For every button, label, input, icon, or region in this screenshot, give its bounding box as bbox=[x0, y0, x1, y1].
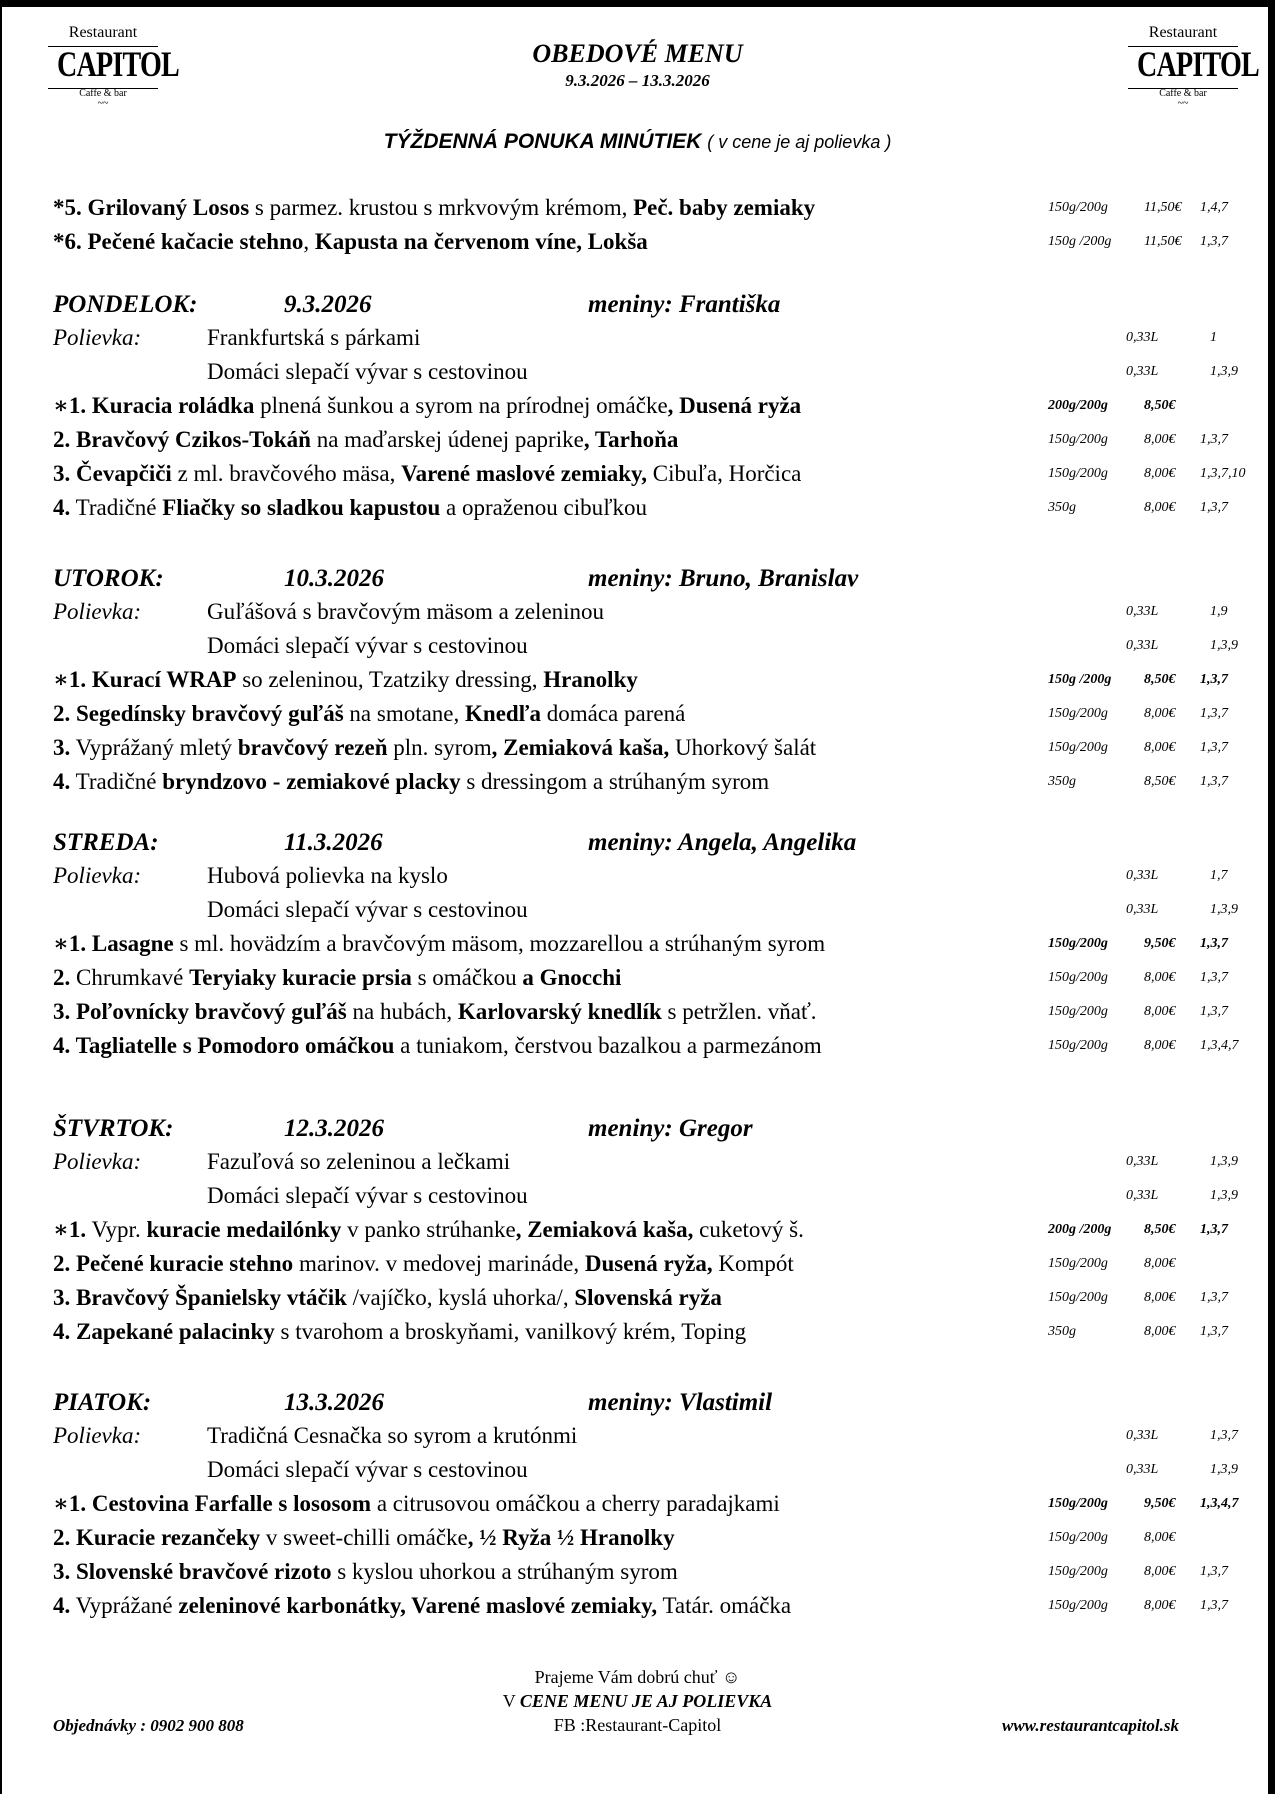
dish-row bbox=[0, 732, 1275, 764]
dish-text-part: , Zemiaková kaša, bbox=[491, 735, 670, 760]
dish-text-part: a citrusovou omáčkou a cherry paradajkami bbox=[371, 1491, 780, 1516]
soup-row bbox=[0, 596, 1275, 628]
dish-text-part: Peč. baby zemiaky bbox=[633, 195, 816, 220]
dish-text-part: s parmez. krustou s mrkvovým krémom, bbox=[249, 195, 634, 220]
dish-text-part: Uhorkový šalát bbox=[669, 735, 817, 760]
dish-row-text bbox=[53, 492, 647, 524]
weekly-dish-row-text bbox=[53, 192, 815, 224]
dish-row-text bbox=[53, 1214, 804, 1246]
logo-tagline-text: Caffe & bar bbox=[79, 88, 127, 99]
soup-allergens: 1,3,9 bbox=[1210, 1462, 1238, 1477]
day-name: PIATOK: bbox=[53, 1389, 152, 1416]
dish-row bbox=[0, 1214, 1275, 1246]
dish-text-part: Tradičné bbox=[70, 495, 163, 520]
footer-website: www.restaurantcapitol.sk bbox=[1002, 1716, 1179, 1735]
dish-text-part: Dusená ryža, bbox=[584, 1251, 713, 1276]
dish-text-part: 2. Kuracie rezančeky bbox=[53, 1525, 261, 1550]
footer-wish: Prajeme Vám dobrú chuť ☺ bbox=[534, 1667, 741, 1687]
dish-text-part: Hranolky bbox=[543, 667, 638, 692]
dish-weight: 150g/200g bbox=[1048, 432, 1108, 447]
day-name: ŠTVRTOK: bbox=[53, 1115, 174, 1142]
soup-allergens: 1 bbox=[1210, 330, 1217, 345]
soup-allergens: 1,3,9 bbox=[1210, 638, 1238, 653]
day-heading bbox=[0, 562, 1275, 596]
dish-text-part: 2. bbox=[53, 965, 71, 990]
dish-allergens: 1,3,7 bbox=[1200, 706, 1228, 721]
dish-text-part: *5. Grilovaný Losos bbox=[53, 195, 250, 220]
dish-text-part: ∗1. Cestovina Farfalle s lososom bbox=[53, 1491, 372, 1516]
dish-price: 8,00€ bbox=[1144, 500, 1176, 515]
soup-text: Tradičná Cesnačka so syrom a krutónmi bbox=[207, 1423, 578, 1448]
logo-name-text: CAPITOL bbox=[56, 44, 179, 84]
dish-text-part: s ml. hovädzím a bravčovým mäsom, mozzarellou a strúhaným syrom bbox=[173, 931, 826, 956]
day-heading bbox=[0, 1386, 1275, 1420]
dish-row-text bbox=[53, 962, 621, 994]
soup-text: Frankfurtská s párkami bbox=[207, 325, 421, 350]
dish-text-part: 2. Pečené kuracie stehno bbox=[53, 1251, 294, 1276]
dish-text-part: 3. bbox=[53, 735, 71, 760]
dish-text-part: Cibuľa, Horčica bbox=[647, 461, 802, 486]
dish-weight: 150g /200g bbox=[1048, 234, 1112, 249]
dish-text-part: 4. Tagliatelle s Pomodoro omáčkou bbox=[53, 1033, 395, 1058]
logo-name-text: CAPITOL bbox=[1136, 44, 1259, 84]
dish-text-part: cuketový š. bbox=[693, 1217, 804, 1242]
dish-text-part: 4. bbox=[53, 1593, 71, 1618]
soup-text: Domáci slepačí vývar s cestovinou bbox=[207, 359, 528, 384]
dish-text-part: 3. Poľovnícky bravčový guľáš bbox=[53, 999, 347, 1024]
soup-label: Polievka: bbox=[53, 599, 142, 624]
soup-row bbox=[0, 894, 1275, 926]
dish-price: 8,00€ bbox=[1144, 970, 1176, 985]
dish-text-part: a opraženou cibuľkou bbox=[440, 495, 647, 520]
dish-row-text bbox=[53, 1316, 746, 1348]
dish-row bbox=[0, 1522, 1275, 1554]
dish-weight: 150g/200g bbox=[1048, 1038, 1108, 1053]
dish-price: 11,50€ bbox=[1144, 234, 1182, 249]
soup-text: Domáci slepačí vývar s cestovinou bbox=[207, 1457, 528, 1482]
logo-tagline-text: Caffe & bar bbox=[1159, 88, 1207, 99]
day-name: STREDA: bbox=[53, 829, 159, 856]
day-nameday: meniny: Františka bbox=[588, 291, 781, 318]
day-name: UTOROK: bbox=[53, 565, 164, 592]
dish-allergens: 1,3,7,10 bbox=[1200, 466, 1246, 481]
dish-weight: 150g/200g bbox=[1048, 1004, 1108, 1019]
dish-price: 8,00€ bbox=[1144, 1290, 1176, 1305]
dish-price: 8,50€ bbox=[1144, 672, 1176, 687]
dish-price: 8,00€ bbox=[1144, 1564, 1176, 1579]
dish-text-part: Teryiaky kuracie prsia bbox=[189, 965, 412, 990]
soup-allergens: 1,9 bbox=[1210, 604, 1228, 619]
dish-row bbox=[0, 424, 1275, 456]
dish-text-part: ∗1. Kuracia roládka bbox=[53, 393, 255, 418]
dish-weight: 150g/200g bbox=[1048, 200, 1108, 215]
dish-text-part: bravčový rezeň bbox=[237, 735, 388, 760]
dish-text-part: /vajíčko, kyslá uhorka/, bbox=[346, 1285, 575, 1310]
menu-dates: 9.3.2026 – 13.3.2026 bbox=[565, 71, 710, 90]
dish-text-part: Tatár. omáčka bbox=[657, 1593, 792, 1618]
soup-volume: 0,33L bbox=[1126, 1188, 1159, 1203]
dish-price: 8,50€ bbox=[1144, 398, 1176, 413]
dish-row-text bbox=[53, 928, 825, 960]
dish-allergens: 1,3,7 bbox=[1200, 740, 1228, 755]
day-date: 11.3.2026 bbox=[284, 829, 383, 856]
dish-row-text bbox=[53, 1590, 791, 1622]
soup-volume: 0,33L bbox=[1126, 330, 1159, 345]
dish-text-part: Tradičné bbox=[70, 769, 163, 794]
dish-weight: 150g/200g bbox=[1048, 1290, 1108, 1305]
weekly-offer-title: TÝŽDENNÁ PONUKA MINÚTIEK bbox=[383, 130, 702, 153]
dish-text-part: Vyprážaný mletý bbox=[70, 735, 238, 760]
menu-header bbox=[0, 38, 1275, 92]
dish-row-text bbox=[53, 766, 769, 798]
menu-title: OBEDOVÉ MENU bbox=[532, 39, 743, 68]
dish-price: 8,00€ bbox=[1144, 1324, 1176, 1339]
dish-row bbox=[0, 1248, 1275, 1280]
dish-allergens: 1,3,7 bbox=[1200, 1290, 1228, 1305]
logo-restaurant-text: Restaurant bbox=[68, 24, 138, 41]
soup-text: Fazuľová so zeleninou a lečkami bbox=[207, 1149, 511, 1174]
dish-text-part: s petržlen. vňať. bbox=[661, 999, 817, 1024]
day-nameday: meniny: Gregor bbox=[588, 1115, 753, 1142]
dish-price: 8,00€ bbox=[1144, 1598, 1176, 1613]
dish-allergens: 1,4,7 bbox=[1200, 200, 1228, 215]
weekly-offer-note: ( v cene je aj polievka ) bbox=[707, 132, 892, 152]
dish-allergens: 1,3,7 bbox=[1200, 234, 1228, 249]
dish-text-part: *6. Pečené kačacie stehno bbox=[53, 229, 304, 254]
footer-orders-phone: Objednávky : 0902 900 808 bbox=[53, 1716, 244, 1735]
soup-row bbox=[0, 1146, 1275, 1178]
dish-weight: 200g /200g bbox=[1048, 1222, 1112, 1237]
dish-text-part: 4. bbox=[53, 769, 71, 794]
day-heading bbox=[0, 288, 1275, 322]
dish-text-part: 3. Čevapčiči bbox=[53, 461, 172, 486]
dish-weight: 150g/200g bbox=[1048, 1530, 1108, 1545]
dish-allergens: 1,3,7 bbox=[1200, 1564, 1228, 1579]
dish-price: 8,00€ bbox=[1144, 432, 1176, 447]
dish-text-part: 2. Segedínsky bravčový guľáš bbox=[53, 701, 344, 726]
dish-text-part: ∗1. Kurací WRAP bbox=[53, 667, 237, 692]
dish-text-part: 2. Bravčový Czikos-Tokáň bbox=[53, 427, 311, 452]
dish-row-text bbox=[53, 996, 817, 1028]
footer-soup-prefix: V bbox=[502, 1691, 520, 1711]
dish-allergens: 1,3,7 bbox=[1200, 1004, 1228, 1019]
soup-text: Guľášová s bravčovým mäsom a zeleninou bbox=[207, 599, 605, 624]
dish-row-text bbox=[53, 424, 678, 456]
dish-weight: 350g bbox=[1048, 1324, 1076, 1339]
soup-allergens: 1,3,9 bbox=[1210, 1188, 1238, 1203]
dish-allergens: 1,3,7 bbox=[1200, 672, 1228, 687]
dish-price: 8,00€ bbox=[1144, 740, 1176, 755]
dish-text-part: kuracie medailónky bbox=[146, 1217, 342, 1242]
dish-allergens: 1,3,7 bbox=[1200, 936, 1228, 951]
dish-text-part: , Tarhoňa bbox=[583, 427, 679, 452]
dish-text-part: Knedľa bbox=[465, 701, 541, 726]
soup-allergens: 1,3,9 bbox=[1210, 364, 1238, 379]
dish-text-part: s dressingom a strúhaným syrom bbox=[460, 769, 770, 794]
dish-weight: 150g/200g bbox=[1048, 740, 1108, 755]
day-date: 9.3.2026 bbox=[284, 291, 372, 318]
dish-text-part: na maďarskej údenej paprike bbox=[310, 427, 584, 452]
dish-allergens: 1,3,7 bbox=[1200, 1324, 1228, 1339]
dish-row-text bbox=[53, 1522, 675, 1554]
dish-text-part: , ½ Ryža ½ Hranolky bbox=[467, 1525, 675, 1550]
footer-soup-text: CENE MENU JE AJ POLIEVKA bbox=[519, 1691, 773, 1711]
dish-text-part: s tvarohom a broskyňami, vanilkový krém, Toping bbox=[274, 1319, 747, 1344]
soup-allergens: 1,3,9 bbox=[1210, 902, 1238, 917]
dish-row bbox=[0, 1488, 1275, 1520]
dish-price: 8,50€ bbox=[1144, 1222, 1176, 1237]
dish-text-part: ∗1. bbox=[53, 1217, 87, 1242]
footer-soup-note bbox=[0, 1689, 1275, 1713]
soup-allergens: 1,7 bbox=[1210, 868, 1228, 883]
soup-volume: 0,33L bbox=[1126, 604, 1159, 619]
dish-text-part: marinov. v medovej marináde, bbox=[293, 1251, 585, 1276]
dish-row bbox=[0, 458, 1275, 490]
logo-ornament-icon: ~~ bbox=[97, 98, 109, 109]
dish-row bbox=[0, 390, 1275, 422]
dish-weight: 150g/200g bbox=[1048, 466, 1108, 481]
soup-volume: 0,33L bbox=[1126, 364, 1159, 379]
dish-weight: 150g/200g bbox=[1048, 970, 1108, 985]
soup-label: Polievka: bbox=[53, 325, 142, 350]
dish-row bbox=[0, 1590, 1275, 1622]
day-nameday: meniny: Angela, Angelika bbox=[588, 829, 857, 856]
dish-allergens: 1,3,4,7 bbox=[1200, 1038, 1239, 1053]
dish-text-part: Vypr. bbox=[86, 1217, 147, 1242]
soup-allergens: 1,3,7 bbox=[1210, 1428, 1238, 1443]
dish-weight: 350g bbox=[1048, 774, 1076, 789]
dish-row bbox=[0, 664, 1275, 696]
dish-text-part: so zeleninou, Tzatziky dressing, bbox=[236, 667, 544, 692]
dish-text-part: v panko strúhanke bbox=[341, 1217, 516, 1242]
dish-price: 8,00€ bbox=[1144, 1038, 1176, 1053]
dish-allergens: 1,3,7 bbox=[1200, 500, 1228, 515]
dish-row bbox=[0, 492, 1275, 524]
dish-text-part: Karlovarský knedlík bbox=[457, 999, 662, 1024]
day-date: 13.3.2026 bbox=[284, 1389, 384, 1416]
soup-allergens: 1,3,9 bbox=[1210, 1154, 1238, 1169]
dish-row-text bbox=[53, 390, 801, 422]
soup-volume: 0,33L bbox=[1126, 1154, 1159, 1169]
dish-allergens: 1,3,7 bbox=[1200, 432, 1228, 447]
dish-text-part: 3. Slovenské bravčové rizoto bbox=[53, 1559, 332, 1584]
dish-allergens: 1,3,7 bbox=[1200, 774, 1228, 789]
dish-text-part: , Dusená ryža bbox=[667, 393, 802, 418]
dish-text-part: s kyslou uhorkou a strúhaným syrom bbox=[331, 1559, 678, 1584]
dish-weight: 150g/200g bbox=[1048, 706, 1108, 721]
soup-row bbox=[0, 356, 1275, 388]
dish-price: 8,00€ bbox=[1144, 466, 1176, 481]
soup-volume: 0,33L bbox=[1126, 638, 1159, 653]
dish-text-part: v sweet-chilli omáčke bbox=[260, 1525, 468, 1550]
dish-allergens: 1,3,7 bbox=[1200, 970, 1228, 985]
dish-row-text bbox=[53, 698, 685, 730]
dish-row-text bbox=[53, 1488, 780, 1520]
dish-text-part: Chrumkavé bbox=[70, 965, 190, 990]
dish-row bbox=[0, 996, 1275, 1028]
dish-text-part: Vyprážané bbox=[70, 1593, 179, 1618]
day-heading bbox=[0, 1112, 1275, 1146]
dish-weight: 200g/200g bbox=[1048, 398, 1108, 413]
dish-row-text bbox=[53, 664, 638, 696]
dish-price: 8,50€ bbox=[1144, 774, 1176, 789]
dish-row bbox=[0, 928, 1275, 960]
dish-text-part: 4. bbox=[53, 495, 71, 520]
dish-weight: 150g/200g bbox=[1048, 1564, 1108, 1579]
dish-text-part: Slovenská ryža bbox=[574, 1285, 722, 1310]
soup-volume: 0,33L bbox=[1126, 902, 1159, 917]
dish-price: 8,00€ bbox=[1144, 1530, 1176, 1545]
soup-volume: 0,33L bbox=[1126, 1462, 1159, 1477]
dish-price: 11,50€ bbox=[1144, 200, 1182, 215]
dish-row bbox=[0, 962, 1275, 994]
dish-weight: 150g/200g bbox=[1048, 936, 1108, 951]
dish-text-part: 4. Zapekané palacinky bbox=[53, 1319, 275, 1344]
dish-weight: 150g/200g bbox=[1048, 1598, 1108, 1613]
dish-row-text bbox=[53, 1556, 678, 1588]
dish-text-part: Fliačky so sladkou kapustou bbox=[162, 495, 441, 520]
weekly-dish-row bbox=[0, 226, 1275, 258]
dish-row bbox=[0, 698, 1275, 730]
soup-row bbox=[0, 1420, 1275, 1452]
dish-weight: 350g bbox=[1048, 500, 1076, 515]
soup-row bbox=[0, 1454, 1275, 1486]
soup-text: Domáci slepačí vývar s cestovinou bbox=[207, 1183, 528, 1208]
dish-price: 9,50€ bbox=[1144, 1496, 1176, 1511]
logo-ornament-icon: ~~ bbox=[1177, 98, 1189, 109]
weekly-offer-heading bbox=[0, 128, 1275, 156]
dish-text-part: domáca parená bbox=[540, 701, 686, 726]
soup-label: Polievka: bbox=[53, 1149, 142, 1174]
dish-text-part: z ml. bravčového mäsa, bbox=[171, 461, 402, 486]
soup-row bbox=[0, 860, 1275, 892]
dish-text-part: plnená šunkou a syrom na prírodnej omáčke bbox=[254, 393, 668, 418]
dish-text-part: Varené maslové zemiaky, bbox=[401, 461, 648, 486]
dish-text-part: s omáčkou bbox=[411, 965, 523, 990]
soup-row bbox=[0, 630, 1275, 662]
day-name: PONDELOK: bbox=[53, 291, 198, 318]
dish-row-text bbox=[53, 732, 816, 764]
dish-row bbox=[0, 1030, 1275, 1062]
dish-text-part: ∗1. Lasagne bbox=[53, 931, 174, 956]
day-nameday: meniny: Vlastimil bbox=[588, 1389, 773, 1416]
dish-weight: 150g /200g bbox=[1048, 672, 1112, 687]
dish-row bbox=[0, 1316, 1275, 1348]
dish-text-part: pln. syrom bbox=[387, 735, 492, 760]
dish-text-part: bryndzovo - zemiakové placky bbox=[162, 769, 461, 794]
dish-allergens: 1,3,7 bbox=[1200, 1598, 1228, 1613]
dish-allergens: 1,3,7 bbox=[1200, 1222, 1228, 1237]
dish-weight: 150g/200g bbox=[1048, 1496, 1108, 1511]
dish-text-part: Kompót bbox=[712, 1251, 794, 1276]
dish-row-text bbox=[53, 458, 801, 490]
logo-restaurant-text: Restaurant bbox=[1148, 24, 1218, 41]
dish-allergens: 1,3,4,7 bbox=[1200, 1496, 1239, 1511]
day-date: 12.3.2026 bbox=[284, 1115, 384, 1142]
dish-row bbox=[0, 1282, 1275, 1314]
footer-facebook: FB :Restaurant-Capitol bbox=[553, 1715, 722, 1735]
soup-volume: 0,33L bbox=[1126, 868, 1159, 883]
dish-row-text bbox=[53, 1030, 822, 1062]
dish-price: 9,50€ bbox=[1144, 936, 1176, 951]
dish-row bbox=[0, 1556, 1275, 1588]
soup-label: Polievka: bbox=[53, 1423, 142, 1448]
dish-text-part: a Gnocchi bbox=[522, 965, 622, 990]
dish-row-text bbox=[53, 1248, 794, 1280]
dish-text-part: na hubách, bbox=[346, 999, 458, 1024]
day-nameday: meniny: Bruno, Branislav bbox=[588, 565, 859, 592]
dish-weight: 150g/200g bbox=[1048, 1256, 1108, 1271]
dish-text-part: na smotane, bbox=[343, 701, 466, 726]
dish-row-text bbox=[53, 1282, 722, 1314]
day-heading bbox=[0, 826, 1275, 860]
soup-text: Domáci slepačí vývar s cestovinou bbox=[207, 633, 528, 658]
dish-text-part: Kapusta na červenom víne, Lokša bbox=[314, 229, 648, 254]
dish-price: 8,00€ bbox=[1144, 1256, 1176, 1271]
dish-text-part: a tuniakom, čerstvou bazalkou a parmezánom bbox=[394, 1033, 822, 1058]
weekly-dish-row bbox=[0, 192, 1275, 224]
soup-row bbox=[0, 322, 1275, 354]
soup-label: Polievka: bbox=[53, 863, 142, 888]
dish-price: 8,00€ bbox=[1144, 706, 1176, 721]
dish-text-part: , bbox=[303, 229, 315, 254]
day-date: 10.3.2026 bbox=[284, 565, 384, 592]
soup-row bbox=[0, 1180, 1275, 1212]
dish-row bbox=[0, 766, 1275, 798]
soup-volume: 0,33L bbox=[1126, 1428, 1159, 1443]
soup-text: Domáci slepačí vývar s cestovinou bbox=[207, 897, 528, 922]
dish-text-part: , Zemiaková kaša, bbox=[515, 1217, 694, 1242]
weekly-dish-row-text bbox=[53, 226, 648, 258]
dish-text-part: zeleninové karbonátky, Varené maslové zemiaky, bbox=[178, 1593, 658, 1618]
dish-text-part: 3. Bravčový Španielsky vtáčik bbox=[53, 1285, 347, 1310]
soup-text: Hubová polievka na kyslo bbox=[207, 863, 448, 888]
dish-price: 8,00€ bbox=[1144, 1004, 1176, 1019]
